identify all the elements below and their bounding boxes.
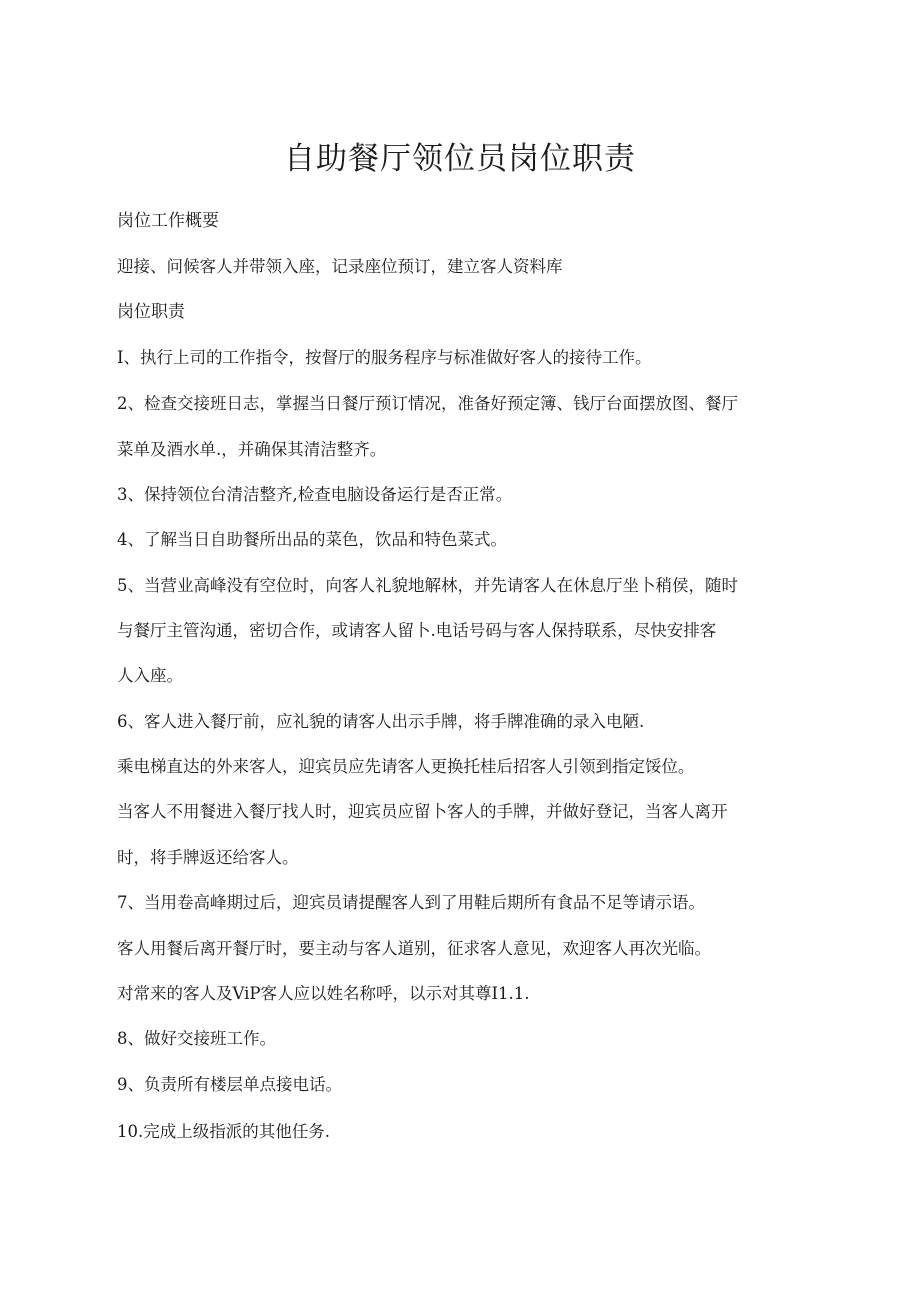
duty-line: 7、当用卷高峰期过后，迎宾员请提醒客人到了用鞋后期所有食品不足等请示语。 xyxy=(117,893,705,912)
page-title: 自助餐厅领位员岗位职责 xyxy=(284,141,636,177)
duty-line: 乘电梯直达的外来客人，迎宾员应先请客人更换托桂后招客人引领到指定馁位。 xyxy=(117,757,695,776)
duty-line: 8、做好交接班工作。 xyxy=(117,1029,276,1048)
duty-line: 3、保持领位台清洁整齐,检查电脑设备运行是否正常。 xyxy=(117,485,513,504)
duty-line: 2、检查交接班日志，掌握当日餐厅预订情况，准备好预定簿、钱厅台面摆放图、餐厅 xyxy=(117,394,738,413)
duty-line: 对常来的客人及ViP客人应以姓名称呼，以示对其尊I1.1. xyxy=(117,984,530,1003)
duty-line: 4、了解当日自助餐所出品的菜色，饮品和特色菜式。 xyxy=(117,530,507,549)
duty-line: 当客人不用餐进入餐厅找人时，迎宾员应留卜客人的手牌，并做好登记，当客人离开 xyxy=(117,802,728,821)
duty-line: 客人用餐后离开餐厅时，要主动与客人道别，征求客人意见，欢迎客人再次光临。 xyxy=(117,939,711,958)
summary-text: 迎接、问候客人并带领入座，记录座位预订，建立客人资料库 xyxy=(117,257,563,276)
duty-line: 菜单及酒水单.，并确保其清洁整齐。 xyxy=(117,440,387,459)
duty-line: 5、当营业高峰没有空位时，向客人礼貌地解林，并先请客人在休息厅坐卜稍侯，随时 xyxy=(117,576,738,595)
duty-line: 6、客人进入餐厅前，应礼貌的请客人出示手牌，将手牌准确的录入电陋. xyxy=(117,712,645,731)
duty-line: 时，将手牌返还给客人。 xyxy=(117,848,299,867)
duty-line: 人入座。 xyxy=(117,666,183,685)
summary-heading: 岗位工作概要 xyxy=(117,211,219,231)
duty-line: 10.完成上级指派的其他任务. xyxy=(117,1122,330,1141)
duty-line: 与餐厅主管沟通，密切合作，或请客人留卜.电话号码与客人保持联系，尽快安排客 xyxy=(117,621,717,640)
duty-line: I、执行上司的工作指令，按督厅的服务程序与标准做好客人的接待工作。 xyxy=(117,348,652,367)
duty-line: 9、负责所有楼层单点接电话。 xyxy=(117,1075,342,1094)
duties-heading: 岗位职责 xyxy=(117,302,185,322)
